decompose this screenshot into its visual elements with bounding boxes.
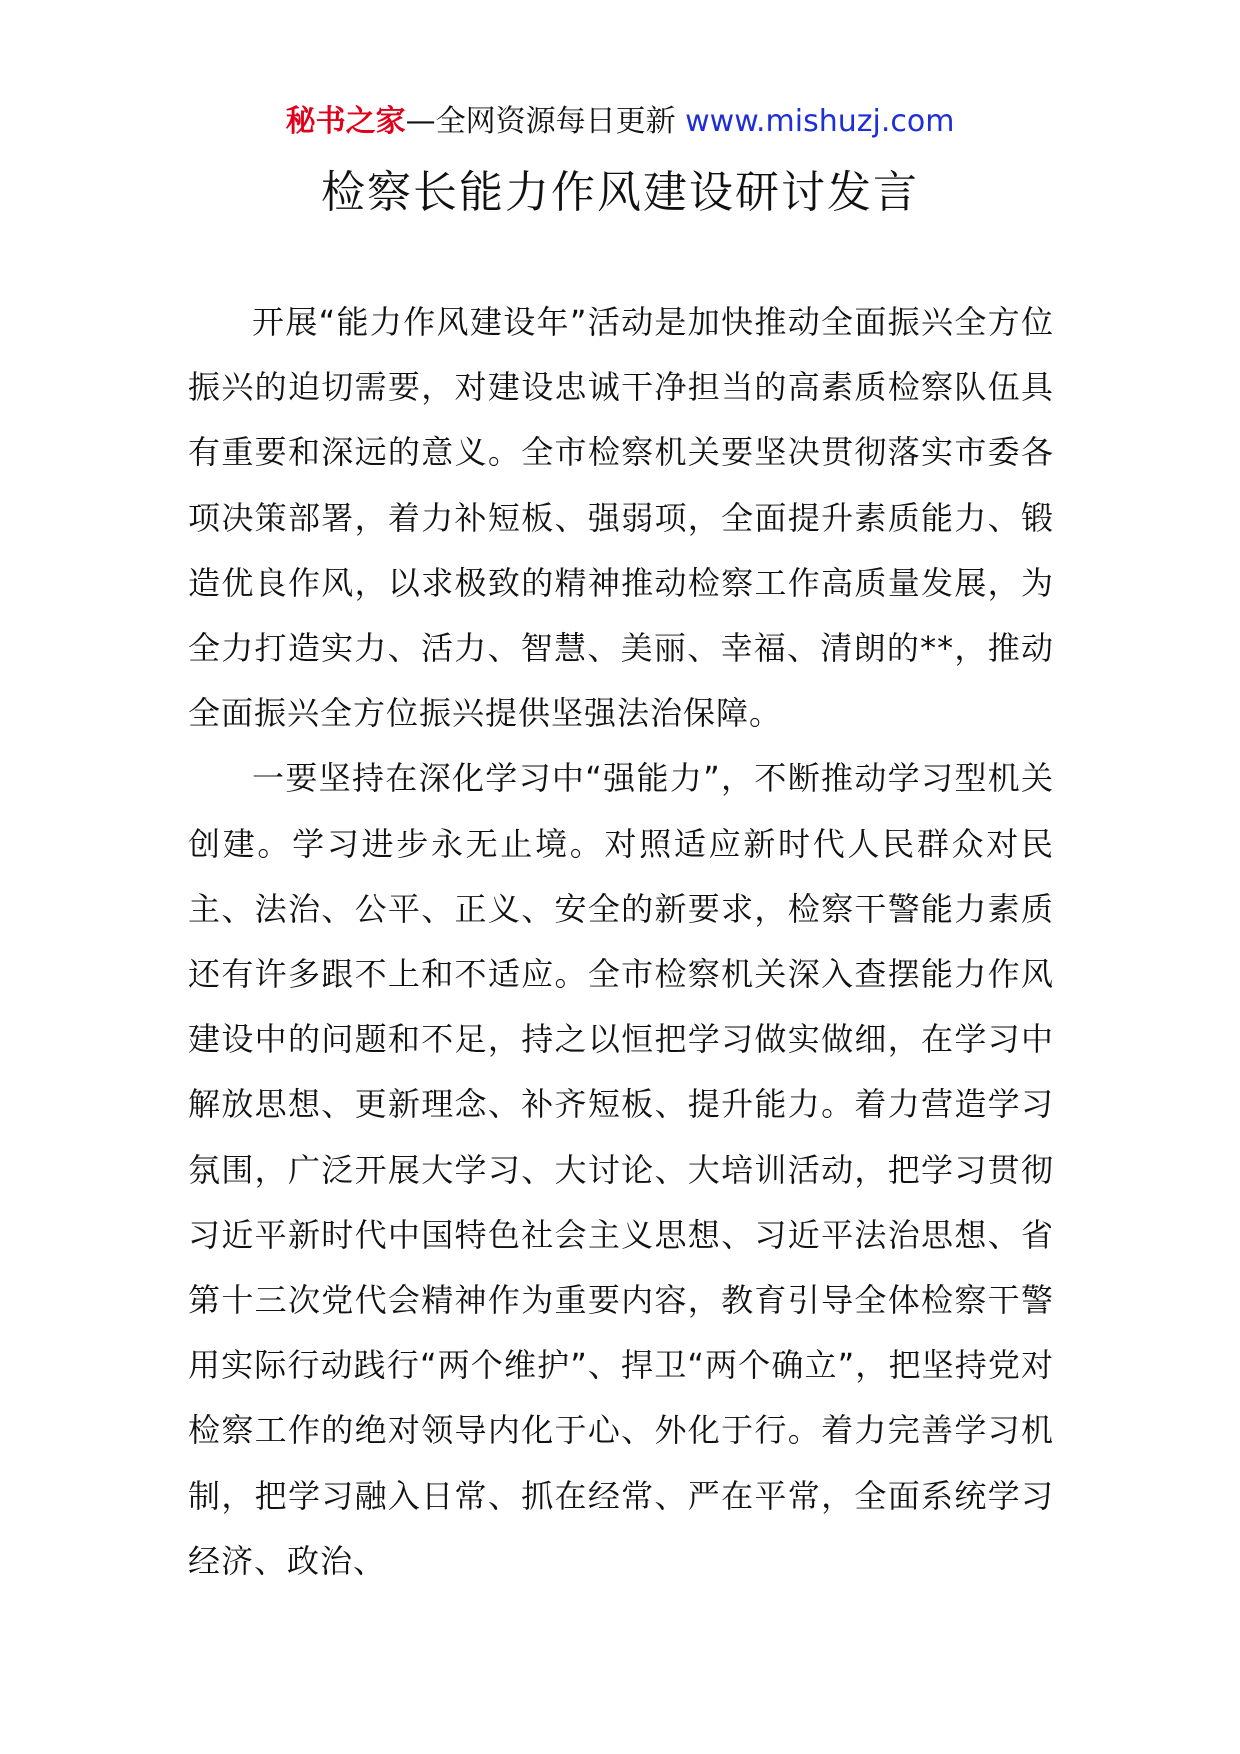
paragraph-point-one: 一要坚持在深化学习中“强能力”，不断推动学习型机关创建。学习进步永无止境。对照适应新时代人民群众对民主、法治、公平、正义、安全的新要求，检察干警能力素质还有许多跟不上和不适应。全市检察机关深入查摆能力作风建设中的问题和不足，持之以恒把学习做实做细，在学习中解放思想、更新理念、补齐短板、提升能力。着力营造学习氛围，广泛开展大学习、大讨论、大培训活动，把学习贯彻习近平新时代中国特色社会主义思想、习近平法治思想、省第十三次党代会精神作为重要内容，教育引导全体检察干警用实际行动践行“两个维护”、捍卫“两个确立”，把坚持党对检察工作的绝对领导内化于心、外化于行。着力完善学习机制，把学习融入日常、抓在经常、严在平常，全面系统学习经济、政治、 <box>188 759 1054 1580</box>
site-url-link[interactable]: www.mishuzj.com <box>685 104 955 139</box>
header-slogan: —全网资源每日更新 <box>405 104 686 139</box>
brand-name: 秘书之家 <box>285 104 406 139</box>
document-title: 检察长能力作风建设研讨发言 <box>321 167 919 218</box>
site-header <box>0 100 1240 144</box>
document-body <box>188 290 1054 1594</box>
paragraph-intro: 开展“能力作风建设年”活动是加快推动全面振兴全方位振兴的迫切需要，对建设忠诚干净担当的高素质检察队伍具有重要和深远的意义。全市检察机关要坚决贯彻落实市委各项决策部署，着力补短板、强弱项，全面提升素质能力、锻造优良作风，以求极致的精神推动检察工作高质量发展，为全力打造实力、活力、智慧、美丽、幸福、清朗的**，推动全面振兴全方位振兴提供坚强法治保障。 <box>188 303 1054 733</box>
